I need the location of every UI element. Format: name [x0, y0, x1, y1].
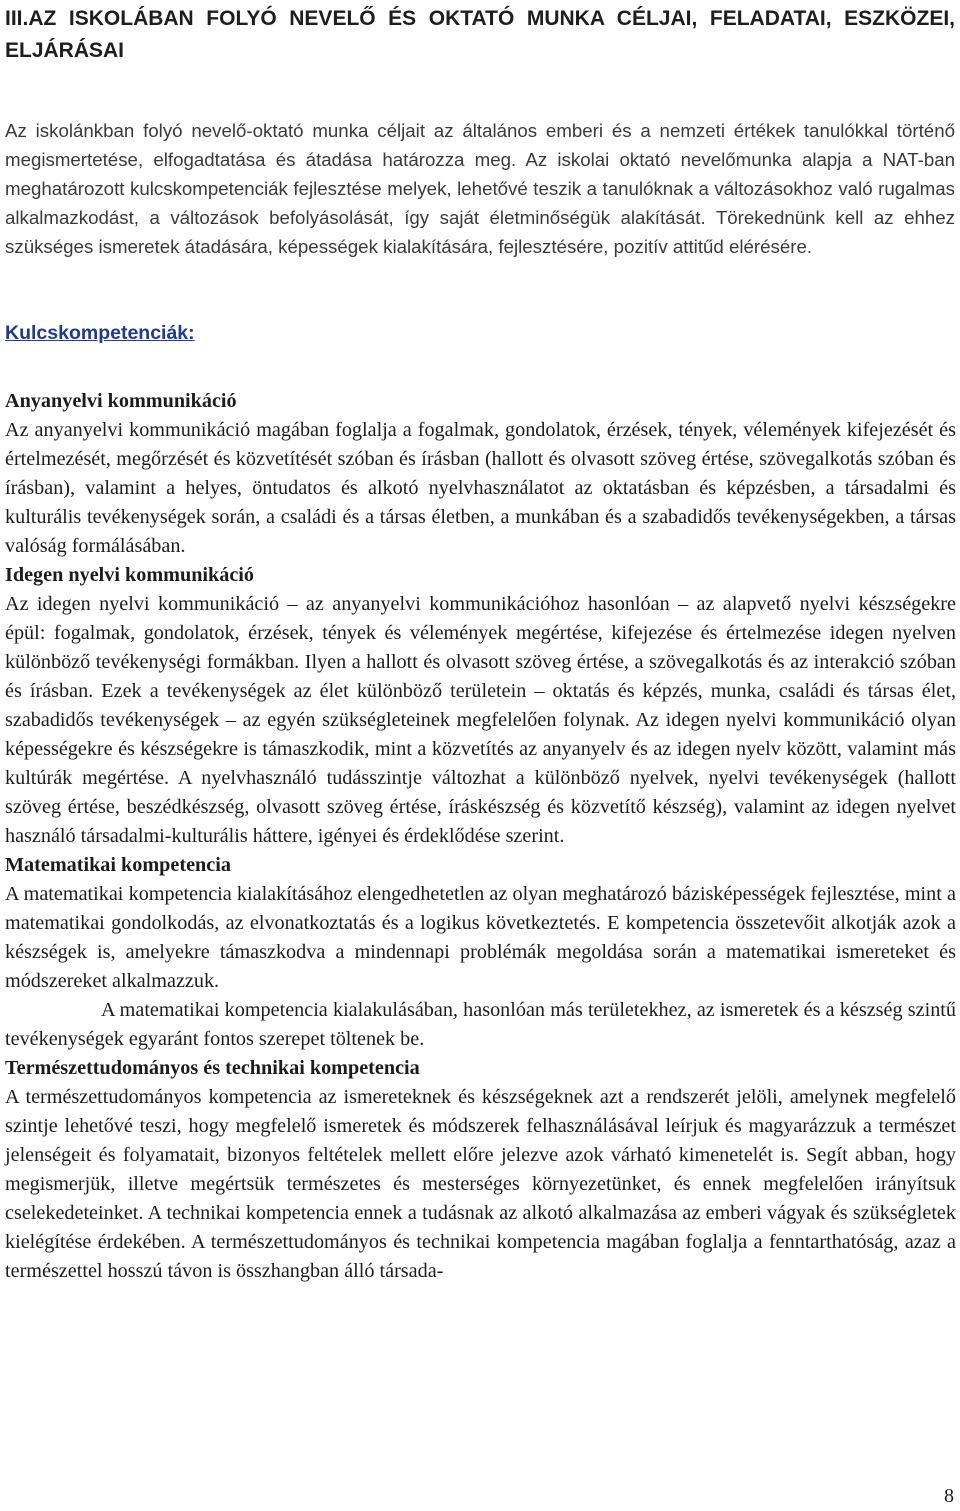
section-text-anyanyelvi: Az anyanyelvi kommunikáció magában foglalja a fogalmak, gondolatok, érzések, tények, vélemények kifejezését és értelmezését, megőrzését és közvetítését szóban és írásban (hallott és olvasott szöveg értése, szövegalkotás szóban és írásban), valamint a helyes, öntudatos és alkotó nyelvhasználatot az oktatásban és képzésben, a társadalmi és kulturális tevékenységek során, a családi és a társas életben, a munkában és a szabadidős tevékenységekben, a társas valóság formálásában. [5, 419, 956, 557]
section-title-idegen-nyelvi: Idegen nyelvi kommunikáció [5, 564, 255, 586]
key-competences-label: Kulcskompetenciák: [5, 322, 195, 344]
section-title-matematikai: Matematikai kompetencia [5, 854, 231, 876]
intro-paragraph: Az iskolánkban folyó nevelő-oktató munka céljait az általános emberi és a nemzeti értékek tanulókkal történő megismertetése, elfogadtatása és átadása határozza meg. Az iskolai oktató nevelőmunka alapja a NAT-ban meghatározott kulcskompetenciák fejlesztése melyek, lehetővé teszik a tanulóknak a változásokhoz való rugalmas alkalmazkodást, a változások befolyásolását, így saját életminőségük alakítását. Törekednünk kell az ehhez szükséges ismeretek átadására, képességek kialakítására, fejlesztésére, pozitív attitűd elérésére. [5, 120, 955, 257]
competences-body [5, 387, 956, 1286]
section-text-matematikai: A matematikai kompetencia kialakításához elengedhetetlen az olyan meghatározó bázisképességek fejlesztése, mint a matematikai gondolkodás, az elvonatkoztatás és a logikus következtetés. E kompetencia összetevőit alkotják azok a készségek is, amelyekre támaszkodva a mindennapi problémák megoldása során a matematikai ismereteket és módszereket alkalmazzuk. [5, 883, 956, 992]
section-text-matematikai-2: A matematikai kompetencia kialakulásában, hasonlóan más területekhez, az ismeretek és a készség szintű tevékenységek egyaránt fontos szerepet töltenek be. [5, 999, 956, 1050]
section-text-termeszettudomanyos: A természettudományos kompetencia az ismereteknek és készségeknek azt a rendszerét jelöli, amelynek megfelelő szintje lehetővé teszi, hogy megfelelő ismeretek és módszerek felhasználásával leírjuk és magyarázzuk a természet jelenségeit és folyamatait, bizonyos feltételek mellett előre jelezve azok várható kimenetelét is. Segít abban, hogy megismerjük, illetve megértsük természetes és mesterséges környezetünket, és ennek megfelelően irányítsuk cselekedeteinket. A technikai kompetencia ennek a tudásnak az alkotó alkalmazása az emberi vágyak és szükségletek kielégítése érdekében. A természettudományos és technikai kompetencia magában foglalja a fenntarthatóság, azaz a természettel hosszú távon is összhangban álló társada- [5, 1086, 956, 1282]
chapter-heading: III.AZ ISKOLÁBAN FOLYÓ NEVELŐ ÉS OKTATÓ MUNKA CÉLJAI, FELADATAI, ESZKÖZEI, ELJÁRÁSAI [5, 7, 955, 62]
page-number: 8 [944, 1485, 954, 1507]
section-title-anyanyelvi: Anyanyelvi kommunikáció [5, 390, 237, 412]
section-title-termeszettudomanyos: Természettudományos és technikai kompetencia [5, 1057, 420, 1079]
section-text-idegen-nyelvi: Az idegen nyelvi kommunikáció – az anyanyelvi kommunikációhoz hasonlóan – az alapvető nyelvi készségekre épül: fogalmak, gondolatok, érzések, tények és vélemények megértése, kifejezése és értelmezése idegen nyelven különböző tevékenységi formákban. Ilyen a hallott és olvasott szöveg értése, a szövegalkotás és az interakció szóban és írásban. Ezek a tevékenységek az élet különböző területein – oktatás és képzés, munka, családi és társas élet, szabadidős tevékenységek – az egyén szükségleteinek megfelelően folynak. Az idegen nyelvi kommunikáció olyan képességekre és készségekre is támaszkodik, mint a közvetítés az anyanyelv és az idegen nyelv között, valamint más kultúrák megértése. A nyelvhasználó tudásszintje változhat a különböző nyelvek, nyelvi tevékenységek (hallott szöveg értése, beszédkészség, olvasott szöveg értése, íráskészség és közvetítő készség), valamint az idegen nyelvet használó társadalmi-kulturális háttere, igényei és érdeklődése szerint. [5, 593, 956, 847]
